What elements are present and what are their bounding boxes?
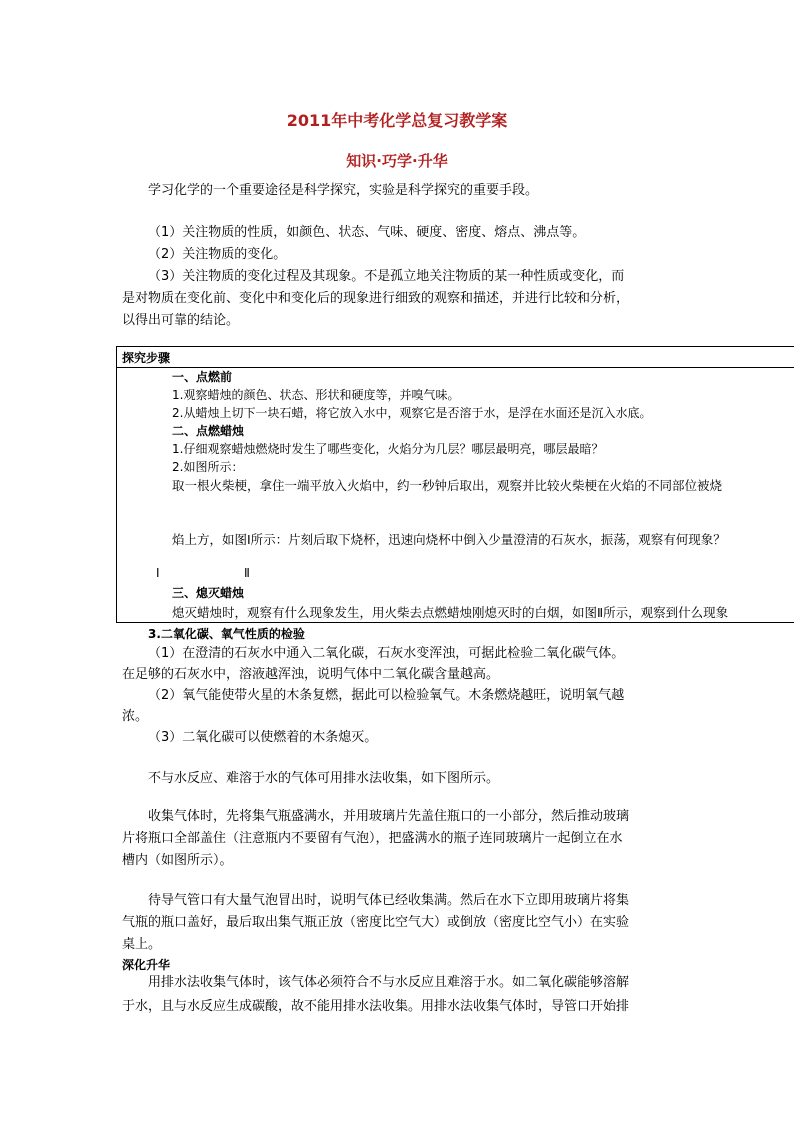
step-text: 2.从蜡烛上切下一块石蜡，将它放入水中，观察它是否溶于水，是浮在水面还是沉入水底。 (172, 406, 652, 420)
paragraph-line: 不与水反应、难溶于水的气体可用排水法收集，如下图所示。 (148, 771, 500, 786)
paragraph-line: 用排水法收集气体时，该气体必须符合不与水反应且难溶于水。如二氧化碳能够溶解 (148, 975, 630, 990)
list-item: 以得出可靠的结论。 (122, 313, 240, 328)
paragraph-line: 于水，且与水反应生成碳酸，故不能用排水法收集。用排水法收集气体时，导管口开始排 (122, 999, 630, 1014)
paragraph-line: 片将瓶口全部盖住（注意瓶内不要留有气泡），把盛满水的瓶子连同玻璃片一起倒立在水 (122, 831, 623, 846)
paragraph-line: 槽内（如图所示）。 (122, 853, 233, 868)
step-two-title: 二、点燃蜡烛 (172, 424, 245, 438)
step-text: 熄灭蜡烛时，观察有什么现象发生，用火柴去点燃蜡烛刚熄灭时的白烟，如图Ⅱ所示，观察到什么现象 (172, 605, 729, 620)
paragraph-line: 在足够的石灰水中，溶液越浑浊，说明气体中二氧化碳含量越高。 (122, 667, 500, 682)
paragraph-line: 待导气管口有大量气泡冒出时，说明气体已经收集满。然后在水下立即用玻璃片将集 (148, 893, 630, 908)
paragraph-line: （3）二氧化碳可以使燃着的木条熄灭。 (148, 730, 378, 745)
intro-paragraph: 学习化学的一个重要途径是科学探究，实验是科学探究的重要手段。 (148, 183, 539, 198)
paragraph-line: 桌上。 (122, 937, 162, 952)
paragraph-line: 收集气体时，先将集气瓶盛满水，并用玻璃片先盖住瓶口的一小部分，然后推动玻璃 (148, 809, 630, 824)
paragraph-line: （2）氧气能使带火星的木条复燃，据此可以检验氧气。木条燃烧越旺，说明氧气越 (148, 688, 625, 703)
figure-label-one: Ⅰ (156, 566, 160, 580)
step-text: 2.如图所示： (172, 460, 244, 474)
step-text: 1.观察蜡烛的颜色、状态、形状和硬度等，并嗅气味。 (172, 388, 460, 402)
paragraph-line: 浓。 (122, 709, 149, 724)
section-title: 3.二氧化碳、氧气性质的检验 (148, 627, 305, 641)
list-item: （2）关注物质的变化。 (148, 247, 287, 262)
step-one-title: 一、点燃前 (172, 370, 233, 384)
list-item: （1）关注物质的性质，如颜色、状态、气味、硬度、密度、熔点、沸点等。 (148, 225, 586, 240)
table-header: 探究步骤 (122, 351, 171, 365)
list-item: 是对物质在变化前、变化中和变化后的现象进行细致的观察和描述，并进行比较和分析， (122, 291, 630, 306)
step-text: 取一根火柴梗，拿住一端平放入火焰中，约一秒钟后取出，观察并比较火柴梗在火焰的不同部位被烧 (172, 478, 723, 493)
figure-label-two: Ⅱ (244, 566, 250, 580)
step-three-title: 三、熄灭蜡烛 (172, 586, 245, 600)
list-item: （3）关注物质的变化过程及其现象。不是孤立地关注物质的某一种性质或变化，而 (148, 269, 625, 284)
step-text: 1.仔细观察蜡烛燃烧时发生了哪些变化，火焰分为几层？哪层最明亮，哪层最暗？ (172, 442, 604, 456)
paragraph-line: 气瓶的瓶口盖好，最后取出集气瓶正放（密度比空气大）或倒放（密度比空气小）在实验 (122, 915, 630, 930)
document-subtitle: 知识·巧学·升华 (346, 152, 448, 170)
step-text: 焰上方，如图Ⅰ所示：片刻后取下烧杯，迅速向烧杯中倒入少量澄清的石灰水，振荡，观察有何现象？ (172, 532, 726, 547)
document-title: 2011年中考化学总复习教学案 (286, 111, 508, 130)
section-title: 深化升华 (122, 958, 171, 972)
paragraph-line: （1）在澄清的石灰水中通入二氧化碳，石灰水变浑浊，可据此检验二氧化碳气体。 (148, 646, 625, 661)
